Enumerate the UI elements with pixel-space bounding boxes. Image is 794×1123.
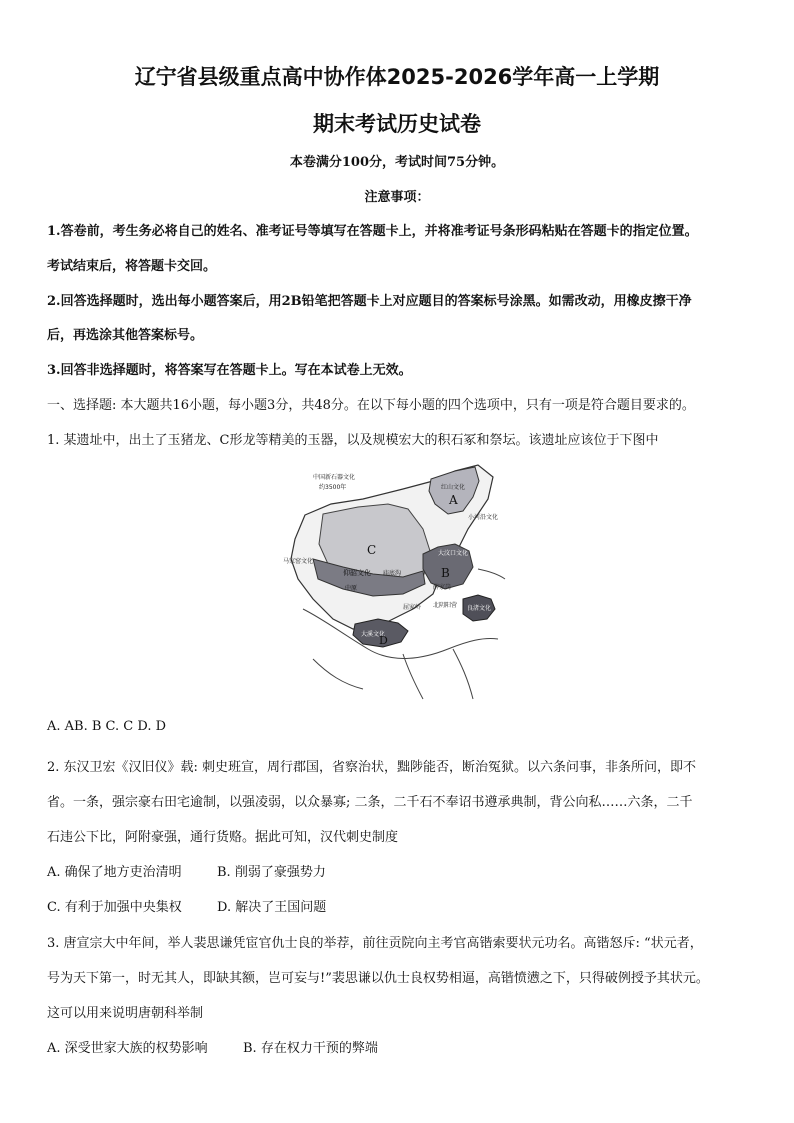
score-info: 本卷满分100分，考试时间75分钟。: [289, 155, 505, 170]
question-1-options: A. AB. B C. C D. D: [47, 719, 167, 734]
label-daxi: 大溪文化: [361, 631, 386, 638]
question-2-option-b: B. 削弱了豪强势力: [217, 865, 326, 880]
label-xuejiagang: 薛家岗: [433, 584, 452, 591]
label-majiayao: 马家窑文化: [283, 558, 314, 565]
question-2-option-d: D. 解决了王国问题: [217, 900, 327, 915]
question-3-line3: 这可以用来说明唐朝科举制: [47, 1006, 204, 1021]
map-title-1: 中国新石器文化: [313, 474, 356, 481]
label-qujialing: 屈家岭: [403, 604, 422, 611]
neolithic-culture-map: [283, 459, 509, 704]
map-letter-a: A: [449, 493, 458, 507]
label-beiyinyangying: 北阴阳营: [433, 602, 458, 609]
section-heading: 一、选择题: 本大题共16小题，每小题3分，共48分。在以下每小题的四个选项中，只有一项是符合题目要求的。: [47, 398, 695, 413]
question-3-option-b: B. 存在权力干预的弊端: [243, 1041, 378, 1056]
question-2-line1: 2. 东汉卫宏《汉旧仪》载: 刺史班宣，周行郡国，省察治状，黜陟能否，断治冤狱。以六条问事，非条所问，即不: [47, 760, 697, 775]
map-letter-c: C: [367, 543, 377, 557]
notice-3: 3.回答非选择题时，将答案写在答题卡上。写在本试卷上无效。: [47, 363, 412, 378]
label-dawenkou: 大汶口文化: [438, 550, 469, 557]
notice-2-cont: 后，再选涂其他答案标号。: [47, 328, 204, 343]
question-2-line3: 石违公下比，阿附豪强，通行货赂。据此可知，汉代刺史制度: [47, 830, 399, 845]
label-yangshao: 仰韶文化: [343, 569, 371, 577]
label-zhongyuan: 中原: [345, 585, 358, 592]
question-2-line2: 省。一条，强宗豪右田宅逾制，以强凌弱，以众暴寡; 二条，二千石不奉诏书遵承典制，背公向私……六条，二千: [47, 795, 693, 810]
label-xiaoheyan: 小河沿文化: [468, 514, 499, 521]
notice-title: 注意事项：: [364, 190, 430, 205]
notice-1: 1.答卷前，考生务必将自己的姓名、准考证号等填写在答题卡上，并将准考证号条形码粘贴在答题卡的指定位置。: [47, 224, 698, 239]
question-3-line2: 号为天下第一，时无其人，即缺其额，岂可妄与!”裴思谦以仇士良权势相逼，高锴愤懑之下，只得破例授予其状元。: [47, 971, 709, 986]
question-2-option-a: A. 确保了地方吏治清明: [47, 865, 182, 880]
label-longshan: 庙底沟: [383, 570, 402, 577]
map-letter-d: D: [379, 634, 388, 647]
map-title-2: 约3500年: [319, 484, 347, 491]
notice-2: 2.回答选择题时，选出每小题答案后，用2B铅笔把答题卡上对应题目的答案标号涂黑。如需改动，用橡皮擦干净: [47, 294, 692, 309]
question-2-option-c: C. 有利于加强中央集权: [47, 900, 182, 915]
question-3-option-a: A. 深受世家大族的权势影响: [47, 1041, 208, 1056]
exam-title-line1: 辽宁省县级重点高中协作体2025-2026学年高一上学期: [134, 65, 660, 89]
question-1-stem: 1. 某遗址中，出土了玉猪龙、C形龙等精美的玉器，以及规模宏大的积石冢和祭坛。该遗址应该位于下图中: [47, 433, 659, 448]
exam-title-line2: 期末考试历史试卷: [313, 112, 481, 136]
map-letter-b: B: [441, 566, 450, 580]
notice-1-cont: 考试结束后，将答题卡交回。: [47, 259, 217, 274]
label-hongshan: 红山文化: [441, 484, 466, 491]
label-liangzhu: 良渚文化: [467, 605, 492, 612]
question-3-line1: 3. 唐宣宗大中年间，举人裴思谦凭宦官仇士良的举荐，前往贡院向主考官高锴索要状元功名。高锴怒斥: “状元者，: [47, 936, 703, 951]
